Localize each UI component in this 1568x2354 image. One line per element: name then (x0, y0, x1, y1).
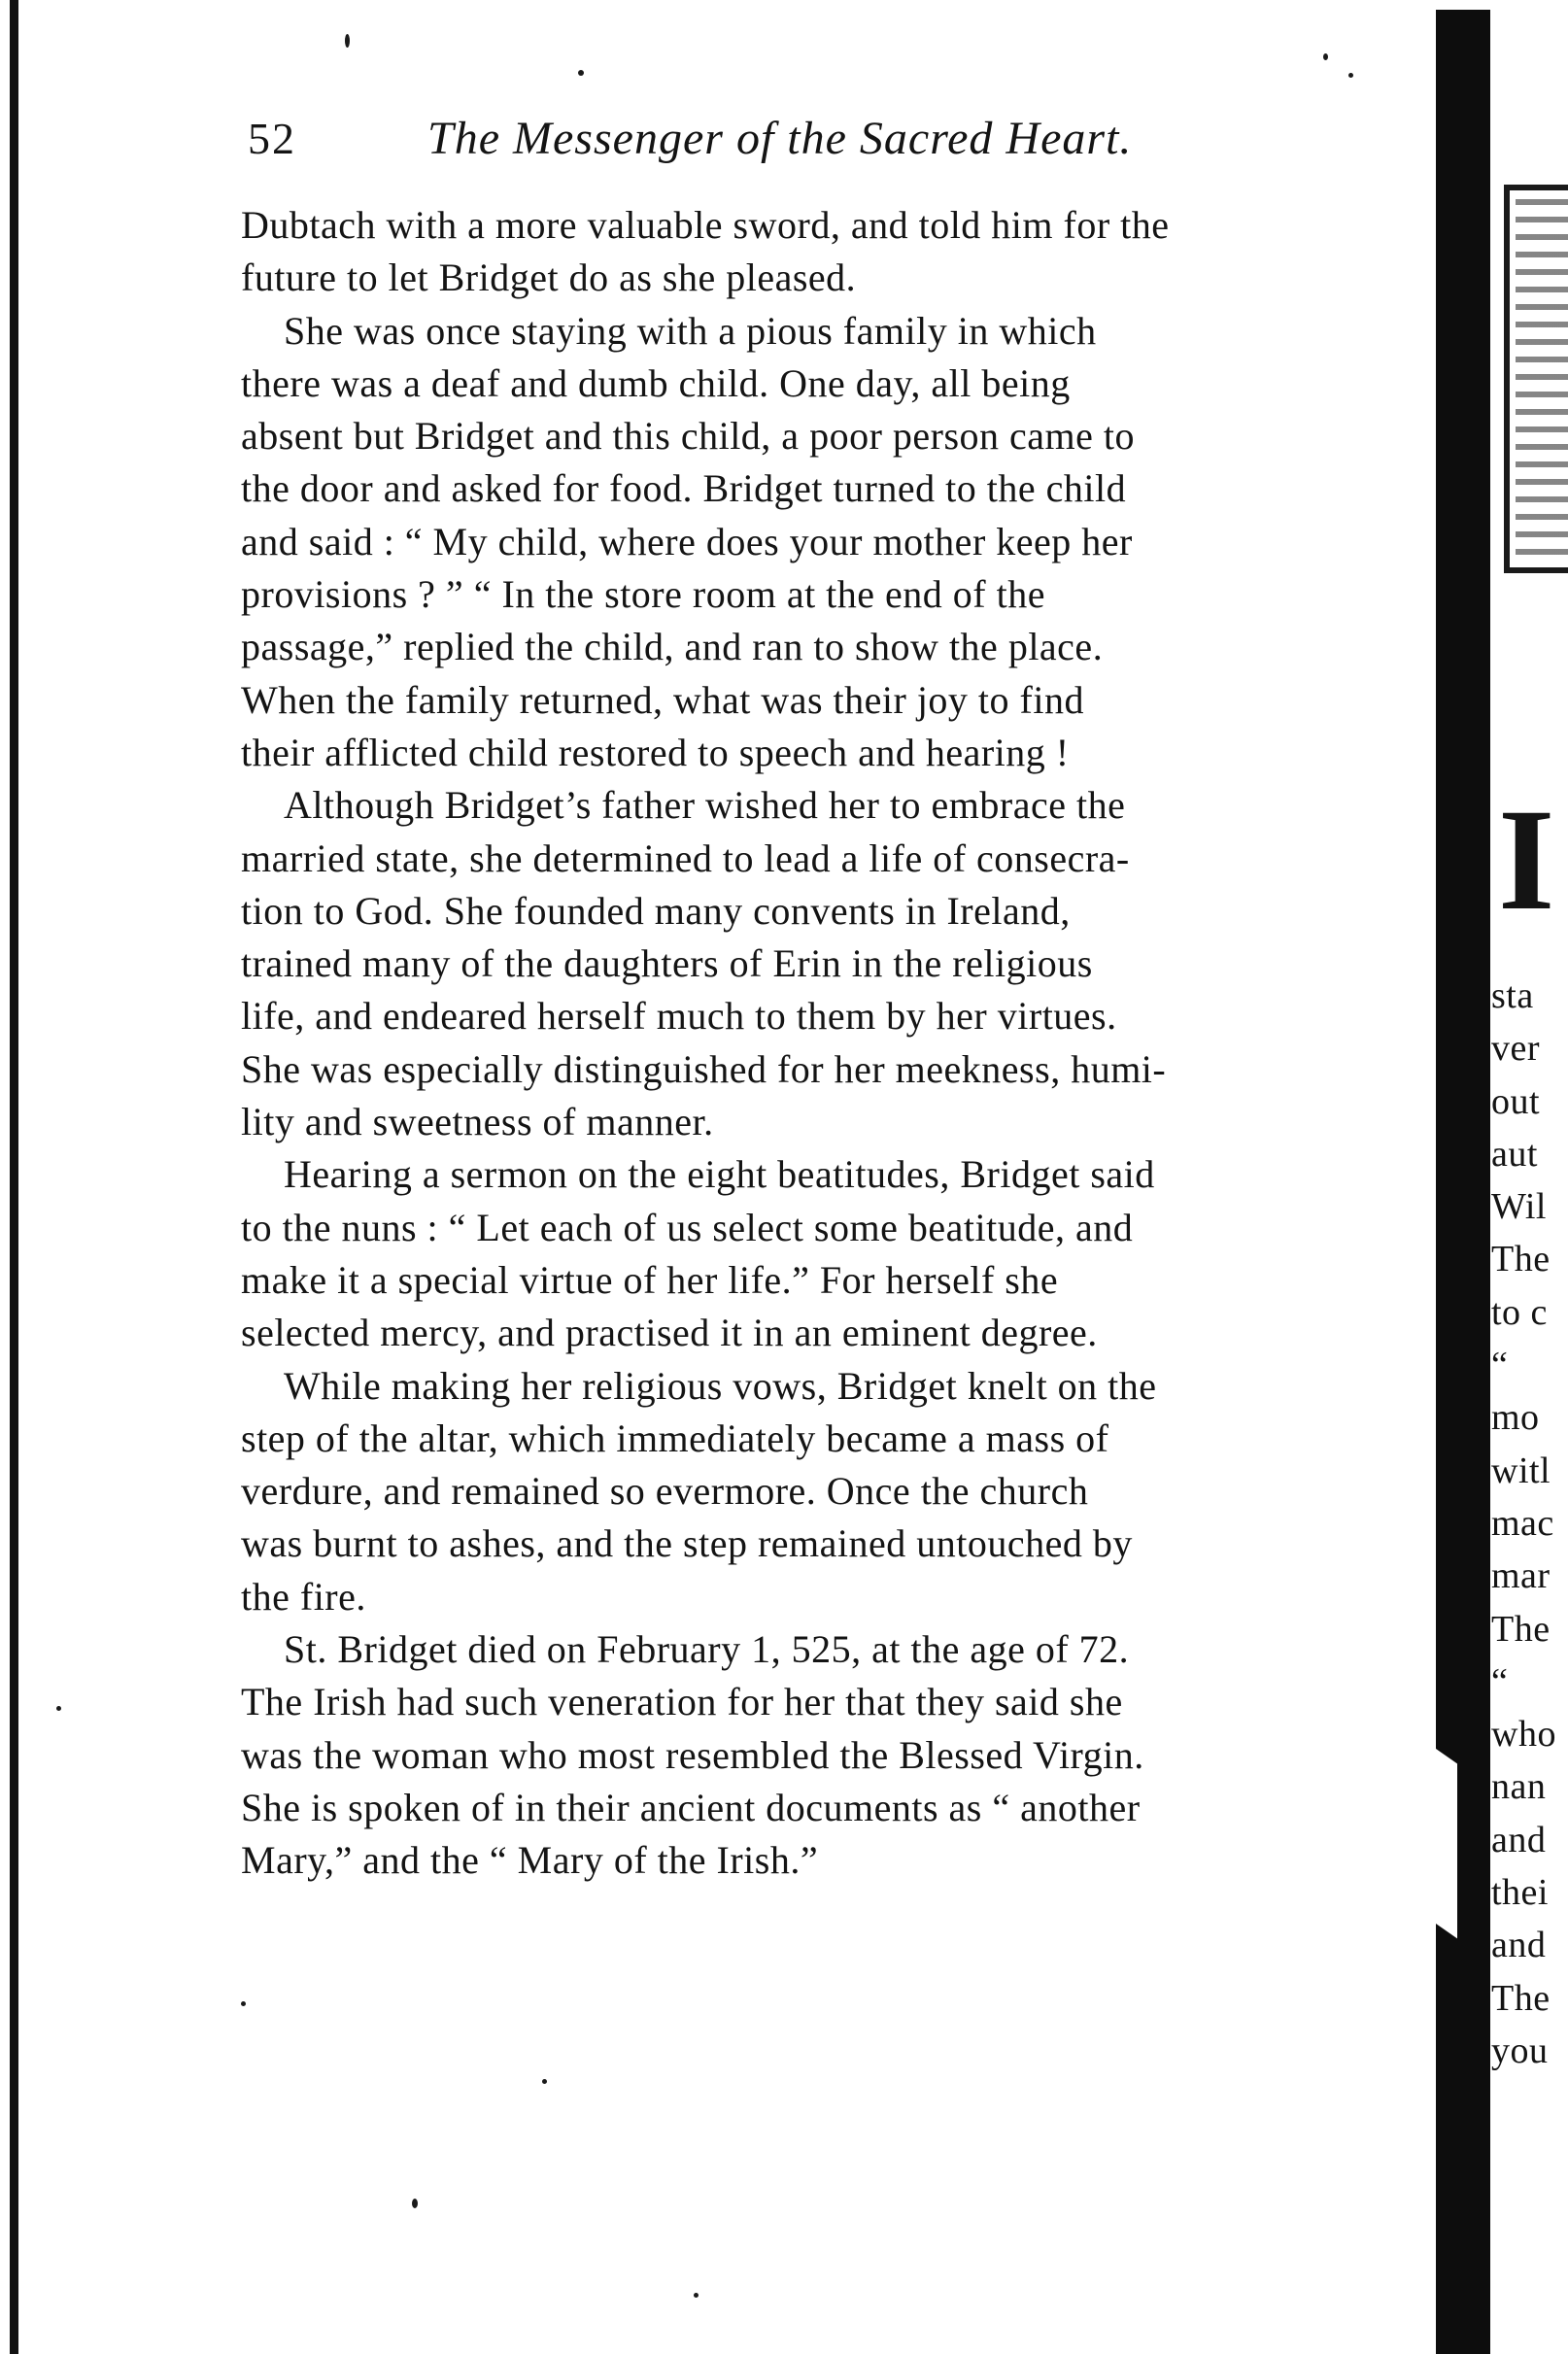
running-title: The Messenger of the Sacred Heart. (427, 113, 1133, 164)
fragment-line: mo (1491, 1397, 1540, 1439)
text-line: She is spoken of in their ancient documents as “ another (241, 1785, 1141, 1829)
fragment-line: you (1491, 2030, 1549, 2071)
fragment-line: sta (1491, 975, 1534, 1016)
speck (578, 70, 584, 76)
text-line: Although Bridget’s father wished her to embrace the (284, 783, 1126, 828)
fragment-line: “ (1491, 1345, 1509, 1386)
fragment-line: out (1491, 1080, 1541, 1122)
text-line: married state, she determined to lead a life of consecra- (241, 836, 1130, 880)
next-page-drop-cap: I (1498, 779, 1555, 940)
text-line: When the family returned, what was their joy to find (241, 677, 1084, 722)
fragment-line: thei (1491, 1872, 1549, 1914)
fragment-line: and (1491, 1925, 1547, 1966)
fragment-line: to c (1491, 1291, 1548, 1333)
fragment-line: mar (1491, 1555, 1551, 1597)
text-line: the door and asked for food. Bridget turned to the child (241, 466, 1127, 511)
text-line: was burnt to ashes, and the step remained untouched by (241, 1521, 1133, 1566)
page-edge-shadow (10, 0, 18, 2354)
text-line: and said : “ My child, where does your mother keep her (241, 519, 1133, 563)
text-line: The Irish had such veneration for her that they said she (241, 1680, 1123, 1724)
fragment-line: The (1491, 1608, 1551, 1650)
fragment-line: who (1491, 1714, 1556, 1756)
fragment-line: aut (1491, 1133, 1538, 1175)
fragment-line: The (1491, 1239, 1551, 1280)
fragment-line: Wil (1491, 1186, 1547, 1228)
text-line: their afflicted child restored to speech and hearing ! (241, 730, 1070, 774)
text-line: the fire. (241, 1574, 366, 1619)
text-line: Mary,” and the “ Mary of the Irish.” (241, 1838, 819, 1883)
page-number: 52 (248, 114, 296, 163)
fragment-line: “ (1491, 1660, 1509, 1702)
fragment-line: nan (1491, 1766, 1547, 1808)
speck (1348, 73, 1353, 78)
text-line: trained many of the daughters of Erin in the religious (241, 941, 1093, 986)
speck (694, 2293, 699, 2298)
speck (345, 34, 350, 48)
text-line: make it a special virtue of her life.” For herself she (241, 1257, 1059, 1302)
text-line: She was especially distinguished for her meekness, humi- (241, 1046, 1167, 1091)
text-line: St. Bridget died on February 1, 525, at the age of 72. (284, 1627, 1130, 1672)
speck (56, 1706, 61, 1711)
text-line: verdure, and remained so evermore. Once the church (241, 1469, 1089, 1514)
text-line: lity and sweetness of manner. (241, 1100, 714, 1144)
fragment-line: The (1491, 1977, 1551, 2019)
page-header (248, 105, 1258, 173)
text-line: passage,” replied the child, and ran to show the place. (241, 625, 1104, 669)
text-line: selected mercy, and practised it in an eminent degree. (241, 1311, 1098, 1355)
speck (412, 2199, 418, 2208)
fragment-line: ver (1491, 1028, 1541, 1070)
fragment-line: mac (1491, 1502, 1554, 1544)
text-line: provisions ? ” “ In the store room at the end of the (241, 572, 1045, 617)
text-line: While making her religious vows, Bridget knelt on the (284, 1363, 1157, 1408)
fragment-line: witl (1491, 1450, 1551, 1491)
next-page-ornament (1516, 199, 1568, 559)
text-line: life, and endeared herself much to them by her virtues. (241, 994, 1117, 1039)
text-line: was the woman who most resembled the Blessed Virgin. (241, 1732, 1144, 1777)
speck (241, 2001, 246, 2006)
fragment-line: and (1491, 1819, 1547, 1860)
text-line: step of the altar, which immediately became a mass of (241, 1416, 1109, 1460)
text-line: She was once staying with a pious family in which (284, 308, 1097, 353)
text-line: there was a deaf and dumb child. One day, all being (241, 360, 1071, 405)
text-line: tion to God. She founded many convents in Ireland, (241, 888, 1071, 933)
next-page-fragments (1491, 970, 1568, 2077)
binding-gutter (1436, 10, 1490, 2354)
text-line: absent but Bridget and this child, a poor person came to (241, 414, 1136, 459)
speck (542, 2079, 547, 2084)
text-line: future to let Bridget do as she pleased. (241, 256, 857, 300)
gutter-tear (1436, 1749, 1457, 1938)
speck (1323, 53, 1328, 60)
text-line: Dubtach with a more valuable sword, and told him for the (241, 203, 1170, 247)
body-text (241, 199, 1412, 1888)
text-line: Hearing a sermon on the eight beatitudes, Bridget said (284, 1152, 1155, 1197)
text-line: to the nuns : “ Let each of us select some beatitude, and (241, 1205, 1134, 1249)
